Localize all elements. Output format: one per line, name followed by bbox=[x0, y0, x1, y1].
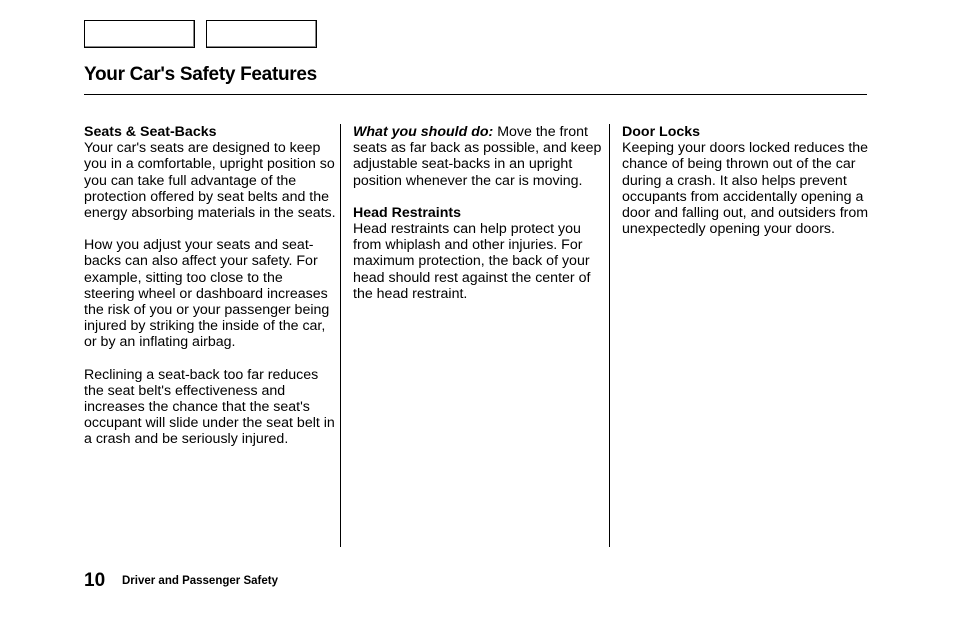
lead-in-label: What you should do: bbox=[353, 124, 494, 140]
column-divider bbox=[609, 124, 610, 547]
paragraph: Keeping your doors locked reduces the chance of being thrown out of the car during a crash. It also helps prevent occupants from accidentally opening a door and falling out, and outsiders from unexpectedly opening your doors. bbox=[622, 140, 869, 238]
paragraph: How you adjust your seats and seat-backs can also affect your safety. For example, sitting too close to the steering wheel or dashboard increases the risk of you or your passenger being injured by striking the inside of the car, or by an inflating airbag. bbox=[84, 237, 330, 351]
paragraph bbox=[353, 124, 605, 189]
title-divider bbox=[84, 94, 867, 95]
nav-button-next[interactable] bbox=[206, 20, 317, 48]
page-title: Your Car's Safety Features bbox=[84, 64, 317, 85]
column-head-restraints bbox=[353, 124, 605, 318]
column-divider bbox=[340, 124, 341, 547]
section-heading-seats: Seats & Seat-Backs bbox=[84, 124, 217, 140]
page-number: 10 bbox=[84, 570, 106, 591]
paragraph: Your car's seats are designed to keep you in a comfortable, upright position so you can take full advantage of the protection offered by seat belts and the energy absorbing materials in the seats. bbox=[84, 140, 336, 222]
column-door-locks bbox=[622, 124, 874, 253]
paragraph: Reclining a seat-back too far reduces the seat belt's effectiveness and increases the chance that the seat's occupant will slide under the seat belt in a crash and be seriously injured. bbox=[84, 366, 335, 448]
paragraph-text: Move the front seats as far back as possible, and keep adjustable seat-backs in an upright position whenever the car is moving. bbox=[353, 124, 602, 189]
column-seats bbox=[84, 124, 336, 464]
paragraph: Head restraints can help protect you from whiplash and other injuries. For maximum protection, the back of your head should rest against the center of the head restraint. bbox=[353, 221, 591, 302]
section-label: Driver and Passenger Safety bbox=[122, 575, 278, 587]
section-heading-head-restraints: Head Restraints bbox=[353, 204, 462, 221]
section-heading-door-locks: Door Locks bbox=[622, 124, 701, 140]
nav-button-previous[interactable] bbox=[84, 20, 195, 48]
